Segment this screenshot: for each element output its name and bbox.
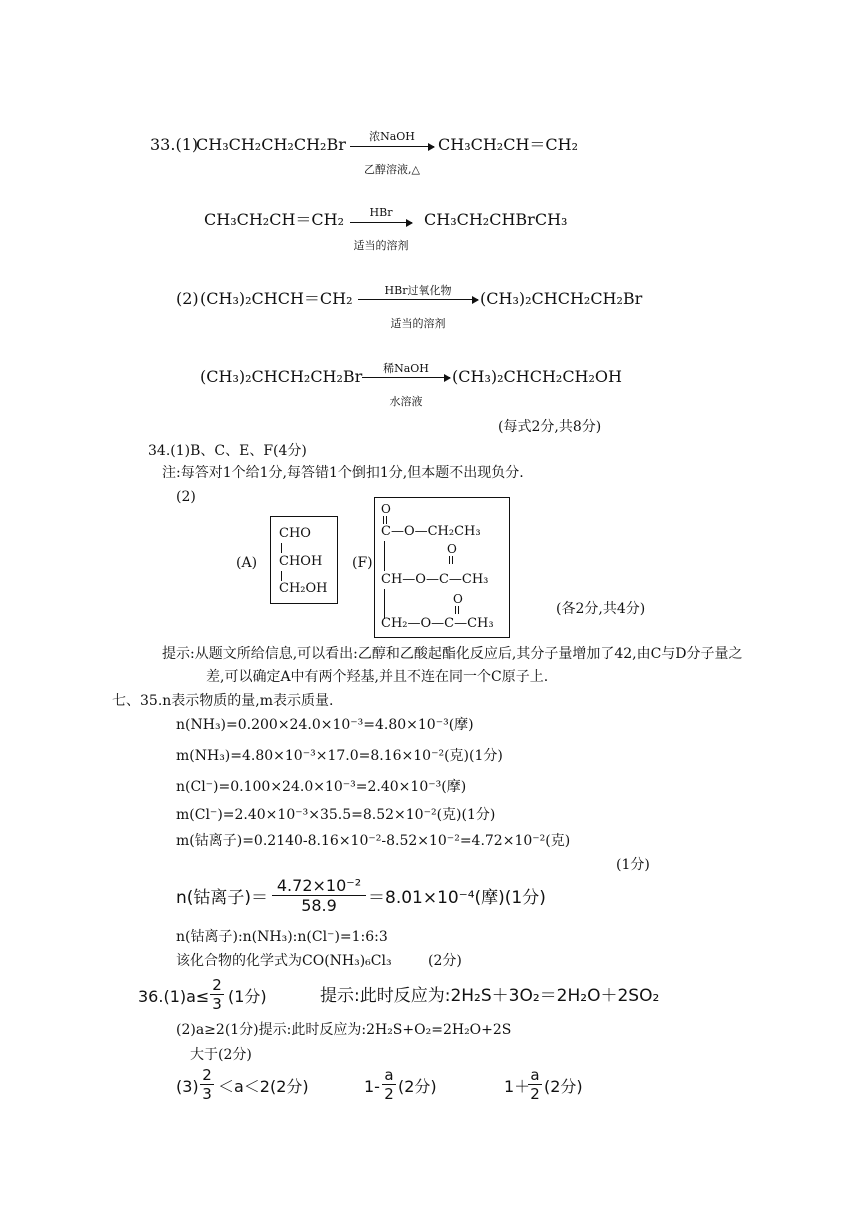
q36-p3-c-prefix: 1＋: [504, 1077, 531, 1096]
q36-p1-label: 36.(1)a≤: [138, 987, 210, 1006]
structure-f-row-1: C—O—CH₂CH₃: [381, 524, 481, 539]
structure-f-oxygen-2: O: [447, 542, 457, 556]
q36-p1-denominator: 3: [210, 994, 224, 1013]
q34-hint-line-1: 提示:从题文所给信息,可以看出:乙醇和乙酸起酯化反应后,其分子量增加了42,由C与D分子量之: [162, 646, 743, 662]
q35-formula: 该化合物的化学式为CO(NH₃)₆Cl₃: [176, 953, 392, 969]
reaction-arrow-icon: [350, 146, 434, 147]
double-bond-icon: [449, 556, 453, 564]
q36-p3-b-score: (2分): [398, 1077, 437, 1096]
q36-p3-denominator-1: 3: [200, 1084, 214, 1103]
q36-part2: (2)a≥2(1分)提示:此时反应为:2H₂S+O₂=2H₂O+2S: [176, 1022, 512, 1038]
q33-eq1-reactant: CH₃CH₂CH₂CH₂Br: [196, 135, 346, 154]
structure-a-line-3: CH₂OH: [279, 581, 328, 596]
q36-p3-b-prefix: 1-: [364, 1077, 380, 1096]
q33-score: (每式2分,共8分): [498, 419, 602, 435]
q36-p3-numerator-3: a: [530, 1066, 540, 1084]
q35-ratio: n(钴离子):n(NH₃):n(Cl⁻)=1:6:3: [176, 929, 388, 945]
q34-note: 注:每答对1个给1分,每答错1个倒扣1分,但本题不出现负分.: [162, 465, 524, 481]
structure-f-oxygen-3: O: [453, 592, 463, 606]
bond-icon: [281, 543, 282, 553]
reaction-arrow-icon: [358, 299, 478, 300]
q36-p1-score: (1分): [228, 987, 267, 1006]
q33-eq3-product: (CH₃)₂CHCH₂CH₂Br: [480, 289, 643, 308]
q33-eq3-label: (2): [176, 289, 199, 308]
reaction-arrow-icon: [350, 222, 412, 223]
structure-a-line-1: CHO: [279, 526, 311, 541]
q35-line-5-score: (1分): [616, 857, 650, 873]
q36-p3-c-score: (2分): [544, 1077, 583, 1096]
q35-line-5: m(钴离子)=0.2140-8.16×10⁻²-8.52×10⁻²=4.72×10⁻²(克): [176, 833, 571, 849]
q33-eq3-condition-below: 适当的溶剂: [390, 317, 446, 330]
q35-formula-score: (2分): [428, 953, 462, 969]
q36-p1-fraction: [210, 976, 224, 1013]
q35-line-4: m(Cl⁻)=2.40×10⁻³×35.5=8.52×10⁻²(克)(1分): [176, 807, 496, 823]
q33-eq3-reactant: (CH₃)₂CHCH＝CH₂: [200, 289, 353, 308]
q33-eq2-product: CH₃CH₂CHBrCH₃: [424, 210, 568, 229]
structure-a-label: (A): [236, 555, 258, 571]
q33-eq2-reactant: CH₃CH₂CH＝CH₂: [204, 210, 345, 229]
reaction-arrow-icon: [362, 377, 450, 378]
q36-p3-denominator-2: 2: [382, 1084, 396, 1103]
q33-eq3-condition-above: HBr过氧化物: [384, 284, 452, 297]
q33-eq1-label: 33.(1): [150, 135, 199, 154]
q33-eq2-condition-below: 适当的溶剂: [353, 239, 409, 252]
q35-fraction: [272, 876, 366, 915]
q35-line-3: n(Cl⁻)=0.100×24.0×10⁻³=2.40×10⁻³(摩): [176, 779, 467, 795]
structure-f-row-2: CH—O—C—CH₃: [381, 572, 489, 587]
q33-eq4-reactant: (CH₃)₂CHCH₂CH₂Br: [200, 367, 363, 386]
q36-p3-numerator-1: 2: [202, 1066, 212, 1084]
q33-eq4-product: (CH₃)₂CHCH₂CH₂OH: [452, 367, 622, 386]
q36-p3-fraction-1: [200, 1066, 214, 1103]
q34-score: (各2分,共4分): [556, 601, 646, 617]
q35-line-2: m(NH₃)=4.80×10⁻³×17.0=8.16×10⁻²(克)(1分): [176, 748, 503, 764]
q34-hint-line-2: 差,可以确定A中有两个羟基,并且不连在同一个C原子上.: [206, 669, 549, 685]
q35-fraction-rhs: ＝8.01×10⁻⁴(摩)(1分): [368, 888, 546, 908]
q35-intro: 七、35.n表示物质的量,m表示质量.: [112, 693, 334, 709]
q33-eq1-condition-below: 乙醇溶液,△: [364, 163, 420, 176]
structure-a-line-2: CHOH: [279, 554, 323, 569]
structure-f-box: [374, 497, 510, 638]
bond-icon: [384, 541, 385, 571]
q36-p3-fraction-2: [382, 1066, 396, 1103]
q36-p1-numerator: 2: [212, 976, 222, 994]
structure-f-row-3: CH₂—O—C—CH₃: [381, 616, 494, 631]
q36-p3-fraction-3: [528, 1066, 542, 1103]
structure-f-label: (F): [352, 555, 373, 571]
q36-p3-label: (3): [176, 1077, 199, 1096]
q35-fraction-lhs: n(钴离子)＝: [176, 888, 269, 908]
q34-part1: 34.(1)B、C、E、F(4分): [148, 443, 307, 459]
q33-eq4-condition-above: 稀NaOH: [383, 362, 429, 375]
double-bond-icon: [455, 606, 459, 614]
q34-part2-label: (2): [176, 489, 196, 505]
q33-eq2-condition-above: HBr: [369, 206, 393, 219]
structure-a-box: [270, 516, 338, 604]
q36-p3-range: ＜a＜2(2分): [218, 1077, 309, 1096]
q35-fraction-numerator: 4.72×10⁻²: [276, 876, 362, 895]
structure-f-oxygen-1: O: [381, 502, 391, 516]
q36-p3-numerator-2: a: [384, 1066, 394, 1084]
q33-eq1-condition-above: 浓NaOH: [369, 130, 415, 143]
q36-p3-denominator-3: 2: [528, 1084, 542, 1103]
q36-part2-b: 大于(2分): [190, 1047, 252, 1063]
q36-p1-hint: 提示:此时反应为:2H₂S＋3O₂＝2H₂O＋2SO₂: [320, 986, 660, 1006]
q33-eq1-product: CH₃CH₂CH＝CH₂: [438, 135, 579, 154]
q35-line-1: n(NH₃)=0.200×24.0×10⁻³=4.80×10⁻³(摩): [176, 717, 474, 733]
q33-eq4-condition-below: 水溶液: [389, 395, 423, 408]
q35-fraction-denominator: 58.9: [272, 895, 366, 915]
